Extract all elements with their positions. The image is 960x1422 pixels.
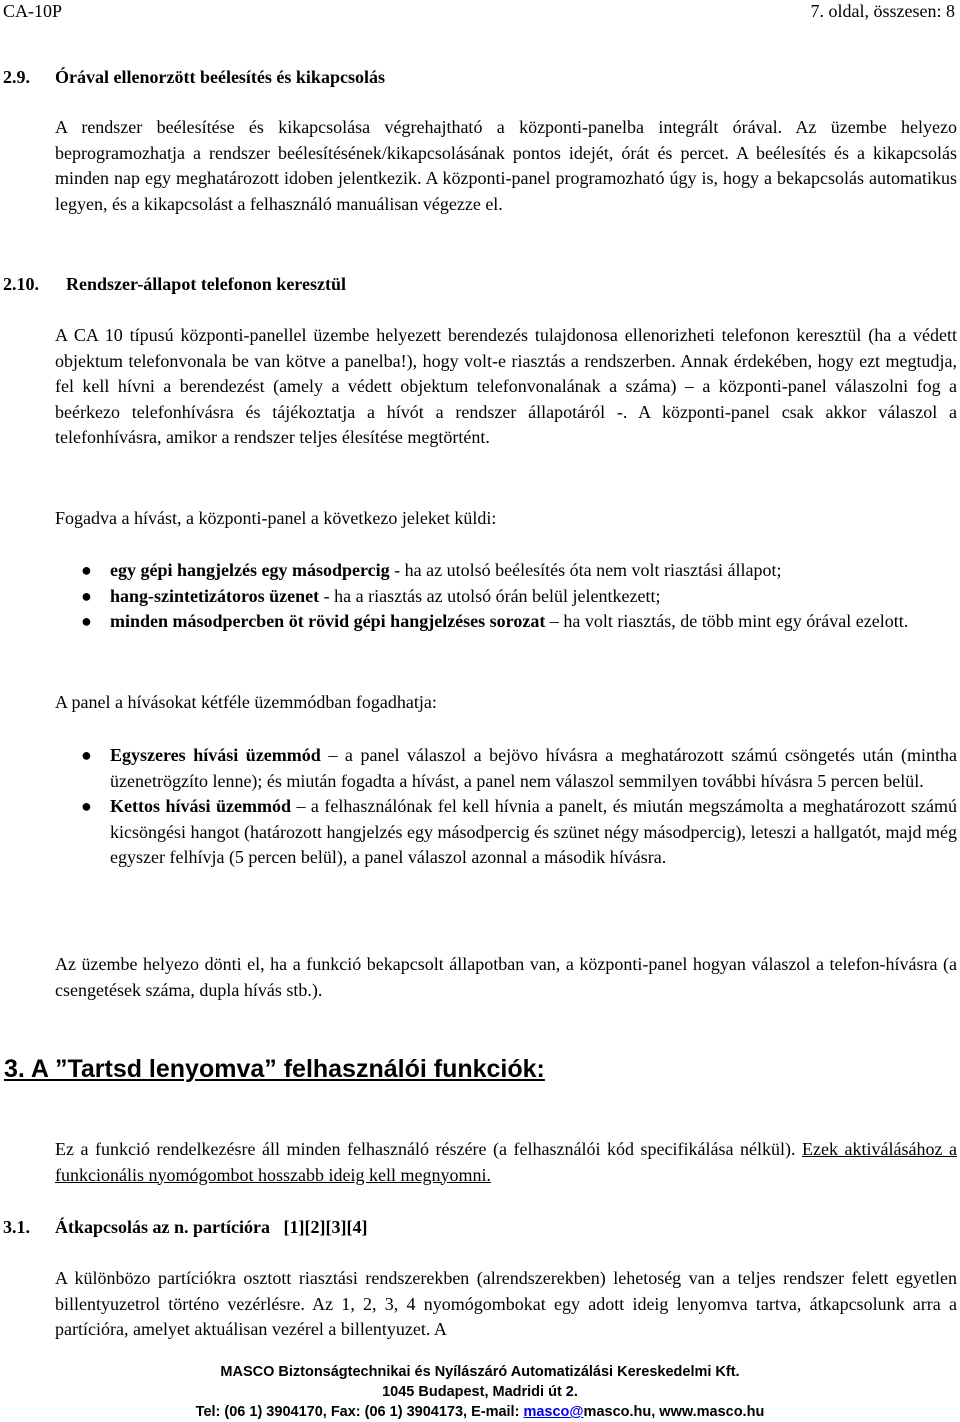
signals-list bbox=[55, 558, 957, 635]
email-link[interactable]: masco@ bbox=[523, 1404, 584, 1420]
section-3-1-paragraph: A különbözo partíciókra osztott riasztási rendszerekben (alrendszerekben) lehetoség van a teljes rendszer felett egyetlen billentyuzetrol történo vezérlésre. Az 1, 2, 3, 4 nyomógombokat egy adott ideig lenyomva tartva, átkapcsolunk arra a partícióra, amelyet aktuálisan vezérel a billentyuzet. A bbox=[55, 1268, 957, 1339]
list-item: ● Egyszeres hívási üzemmód – a panel válaszol a bejövo hívásra a meghatározott számú csöngetés után (mintha üzenetrögzíto lenne); és miután fogadta a hívást, a panel nem válaszol semmilyen további hívásra 5 percen belül. bbox=[81, 745, 957, 791]
section-2-10-paragraph-4: Az üzembe helyezo dönti el, ha a funkció bekapcsolt állapotban van, a központi-panel hogyan válaszol a telefon-hívásra (a csengetések száma, dupla hívás stb.). bbox=[55, 954, 957, 1000]
section-3-paragraph: Ez a funkció rendelkezésre áll minden felhasználó részére (a felhasználói kód specifikálása nélkül). Ezek aktiválásához a funkcionális nyomógombot hosszabb ideig kell megnyomni. bbox=[55, 1139, 957, 1185]
section-3-1-heading bbox=[3, 1216, 367, 1238]
section-number: 2.9. bbox=[3, 67, 30, 87]
section-2-9-heading bbox=[3, 66, 385, 88]
section-2-9-paragraph: A rendszer beélesítése és kikapcsolása végrehajtható a központi-panelba integrált órával. Az üzembe helyezo beprogramozhatja a rendszer beélesítésének/kikapcsolásának pontos idejét, órát és percet. A beélesítés és a kikapcsolás minden nap egy meghatározott idoben jelentkezik. A központi-panel programozható úgy is, hogy a bekapcsolás automatikus legyen, és a kikapcsolást a felhasználó manuálisan végezze el. bbox=[55, 117, 957, 214]
list-item: ● minden másodpercben öt rövid gépi hangjelzéses sorozat – ha volt riasztás, de több mint egy órával ezelott. bbox=[55, 609, 957, 635]
section-2-10-paragraph-2: Fogadva a hívást, a központi-panel a következo jeleket küldi: bbox=[55, 508, 497, 528]
section-title: Rendszer-állapot telefonon keresztül bbox=[66, 274, 346, 294]
underlined-note: Ezek aktiválásához a funkcionális nyomógombot hosszabb ideig kell megnyomni. bbox=[55, 1139, 957, 1185]
section-2-10-paragraph-1: A CA 10 típusú központi-panellel üzembe helyezett berendezés tulajdonosa ellenorizheti telefonon keresztül (ha a védett objektum telefonvonala be van kötve a panelba!), hogy volt-e riasztás a rendszerben. Annak érdekében, hogy ezt megtudja, fel kell hívni a berendezést (amely a védett objektum telefonvonalának a száma) – a központi-panel válaszolni fog a beérkezo telefonhívásra és tájékoztatja a hívót a rendszer állapotáról -. A központi-panel csak akkor válaszol a telefonhívásra, amikor a rendszer teljes élesítése megtörtént. bbox=[55, 325, 957, 447]
footer-company: MASCO Biztonságtechnikai és Nyílászáró Automatizálási Kereskedelmi Kft. bbox=[220, 1364, 740, 1380]
modes-list bbox=[55, 743, 957, 871]
page-header bbox=[0, 0, 960, 24]
section-2-10-paragraph-3: A panel a hívásokat kétféle üzemmódban fogadhatja: bbox=[55, 692, 437, 712]
bullet-icon: ● bbox=[81, 796, 92, 816]
section-title: Átkapcsolás az n. partícióra [1][2][3][4] bbox=[55, 1217, 368, 1237]
section-title: Órával ellenorzött beélesítés és kikapcsolás bbox=[55, 67, 385, 87]
document-code: CA-10P bbox=[3, 1, 63, 21]
bullet-icon: ● bbox=[81, 745, 92, 765]
footer-address: 1045 Budapest, Madridi út 2. bbox=[382, 1384, 578, 1400]
footer-contact: Tel: (06 1) 3904170, Fax: (06 1) 3904173, E-mail: masco@masco.hu, www.masco.hu bbox=[195, 1404, 765, 1420]
section-2-10-heading bbox=[3, 273, 346, 295]
bullet-icon: ● bbox=[81, 611, 92, 631]
list-item: ● hang-szintetizátoros üzenet - ha a riasztás az utolsó órán belül jelentkezett; bbox=[55, 584, 957, 610]
page-footer bbox=[0, 1362, 960, 1422]
list-item: ● egy gépi hangjelzés egy másodpercig - ha az utolsó beélesítés óta nem volt riasztási állapot; bbox=[55, 558, 957, 584]
bullet-icon: ● bbox=[81, 560, 92, 580]
page-number-info: 7. oldal, összesen: 8 bbox=[810, 1, 955, 21]
list-item: ● Kettos hívási üzemmód – a felhasználónak fel kell hívnia a panelt, és miután megszámolta a meghatározott számú kicsöngési hangot (határozott hangjelzés egy másodpercig és szünet négy másodpercig), leteszi a hallgatót, majd még egyszer felhívja (5 percen belül), a panel válaszol azonnal a második hívásra. bbox=[81, 796, 957, 867]
bullet-icon: ● bbox=[81, 585, 92, 606]
section-number: 2.10. bbox=[3, 274, 39, 294]
section-number: 3.1. bbox=[3, 1217, 30, 1237]
section-3-heading: 3. A ”Tartsd lenyomva” felhasználói funkciók: bbox=[4, 1055, 545, 1083]
